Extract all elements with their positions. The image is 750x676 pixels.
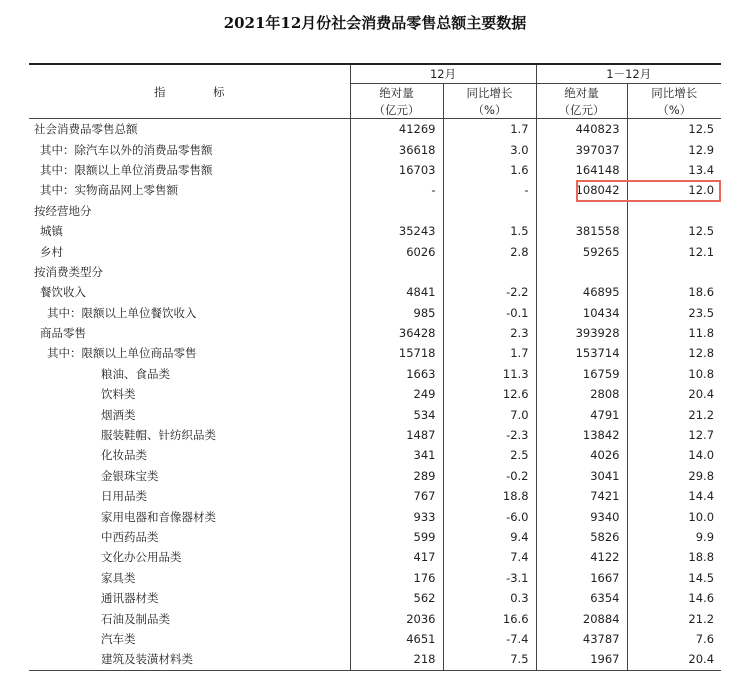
row-name: 中西药品类 xyxy=(101,530,159,544)
table-row xyxy=(29,221,721,241)
table-row xyxy=(29,343,721,363)
month-growth-cell: -0.1 xyxy=(443,303,536,323)
table-body xyxy=(29,119,721,671)
ytd-abs-cell: 46895 xyxy=(536,282,627,302)
ytd-abs-header: 绝对量 xyxy=(536,84,627,102)
indicator-header: 指 标 xyxy=(29,64,350,119)
month-abs-cell: 249 xyxy=(350,384,443,404)
ytd-abs-cell: 43787 xyxy=(536,629,627,649)
month-growth-cell: 9.4 xyxy=(443,527,536,547)
month-abs-cell: 2036 xyxy=(350,608,443,628)
table-row xyxy=(29,323,721,343)
month-abs-header: 绝对量 xyxy=(350,84,443,102)
ytd-abs-cell: 13842 xyxy=(536,425,627,445)
table-row xyxy=(29,282,721,302)
month-abs-cell xyxy=(350,262,443,282)
ytd-abs-cell: 6354 xyxy=(536,588,627,608)
table-row xyxy=(29,262,721,282)
ytd-growth-cell: 14.0 xyxy=(627,445,721,465)
month-abs-unit: （亿元） xyxy=(350,101,443,119)
month-growth-unit: （%） xyxy=(443,101,536,119)
month-abs-cell: 562 xyxy=(350,588,443,608)
table-row xyxy=(29,629,721,649)
ytd-growth-cell: 13.4 xyxy=(627,160,721,180)
table-row xyxy=(29,527,721,547)
month-abs-cell: 534 xyxy=(350,404,443,424)
month-growth-cell: 2.5 xyxy=(443,445,536,465)
month-growth-cell: 11.3 xyxy=(443,364,536,384)
ytd-growth-cell: 14.6 xyxy=(627,588,721,608)
row-name: 社会消费品零售总额 xyxy=(34,122,138,137)
month-growth-cell: - xyxy=(443,180,536,200)
month-growth-cell: 7.5 xyxy=(443,649,536,670)
ytd-abs-cell: 164148 xyxy=(536,160,627,180)
month-growth-cell xyxy=(443,201,536,221)
table-row xyxy=(29,608,721,628)
row-name: 商品零售 xyxy=(40,326,86,341)
row-name: 金银珠宝类 xyxy=(101,468,159,483)
ytd-abs-cell: 20884 xyxy=(536,608,627,628)
month-abs-cell: 6026 xyxy=(350,241,443,261)
month-growth-cell: 12.6 xyxy=(443,384,536,404)
ytd-abs-cell: 381558 xyxy=(536,221,627,241)
row-name: 石油及制品类 xyxy=(101,611,170,626)
month-abs-cell: 35243 xyxy=(350,221,443,241)
ytd-abs-cell: 10434 xyxy=(536,303,627,323)
row-name: 按消费类型分 xyxy=(34,264,103,279)
ytd-abs-cell: 397037 xyxy=(536,139,627,159)
month-abs-cell: 289 xyxy=(350,466,443,486)
ytd-growth-cell: 23.5 xyxy=(627,303,721,323)
row-name: 其中：限额以上单位商品零售 xyxy=(47,346,197,361)
ytd-abs-cell: 393928 xyxy=(536,323,627,343)
row-name: 汽车类 xyxy=(101,631,136,646)
month-abs-cell: - xyxy=(350,180,443,200)
month-abs-cell: 341 xyxy=(350,445,443,465)
row-name: 日用品类 xyxy=(101,489,147,504)
ytd-abs-cell: 4122 xyxy=(536,547,627,567)
ytd-abs-cell: 4791 xyxy=(536,404,627,424)
row-name: 按经营地分 xyxy=(34,203,92,218)
ytd-growth-cell: 18.8 xyxy=(627,547,721,567)
row-name: 其中：限额以上单位消费品零售额 xyxy=(40,162,213,177)
month-growth-cell: -6.0 xyxy=(443,506,536,526)
ytd-growth-cell xyxy=(627,201,721,221)
row-name: 饮料类 xyxy=(101,387,136,402)
ytd-growth-cell: 21.2 xyxy=(627,608,721,628)
month-growth-cell: 0.3 xyxy=(443,588,536,608)
row-name: 家具类 xyxy=(101,570,136,585)
ytd-growth-cell: 10.0 xyxy=(627,506,721,526)
month-abs-cell: 15718 xyxy=(350,343,443,363)
ytd-abs-cell xyxy=(536,262,627,282)
table-row xyxy=(29,241,721,261)
row-name: 通讯器材类 xyxy=(101,591,159,606)
table-row xyxy=(29,486,721,506)
month-abs-cell: 985 xyxy=(350,303,443,323)
ytd-abs-cell: 1967 xyxy=(536,649,627,670)
month-growth-cell: 3.0 xyxy=(443,139,536,159)
month-abs-cell xyxy=(350,201,443,221)
month-abs-cell: 417 xyxy=(350,547,443,567)
ytd-abs-cell: 9340 xyxy=(536,506,627,526)
row-name: 粮油、食品类 xyxy=(101,366,170,381)
ytd-growth-cell: 21.2 xyxy=(627,404,721,424)
month-group-header: 12月 xyxy=(350,64,536,84)
ytd-growth-cell: 12.5 xyxy=(627,221,721,241)
month-growth-cell: -0.2 xyxy=(443,466,536,486)
table-row xyxy=(29,139,721,159)
ytd-abs-cell: 7421 xyxy=(536,486,627,506)
month-growth-cell: -2.2 xyxy=(443,282,536,302)
month-abs-cell: 176 xyxy=(350,568,443,588)
month-growth-cell: 1.7 xyxy=(443,119,536,140)
ytd-growth-cell xyxy=(627,262,721,282)
month-growth-cell: 18.8 xyxy=(443,486,536,506)
row-name: 其中：除汽车以外的消费品零售额 xyxy=(40,142,213,157)
month-abs-cell: 36618 xyxy=(350,139,443,159)
ytd-abs-cell: 1667 xyxy=(536,568,627,588)
month-abs-cell: 1487 xyxy=(350,425,443,445)
ytd-growth-cell: 12.9 xyxy=(627,139,721,159)
ytd-abs-cell: 4026 xyxy=(536,445,627,465)
row-name: 化妆品类 xyxy=(101,448,147,463)
ytd-growth-cell: 9.9 xyxy=(627,527,721,547)
table-row xyxy=(29,404,721,424)
month-abs-cell: 41269 xyxy=(350,119,443,140)
ytd-abs-cell: 3041 xyxy=(536,466,627,486)
month-growth-cell: 7.4 xyxy=(443,547,536,567)
month-abs-cell: 599 xyxy=(350,527,443,547)
ytd-growth-cell: 7.6 xyxy=(627,629,721,649)
ytd-growth-cell: 18.6 xyxy=(627,282,721,302)
month-growth-cell: -3.1 xyxy=(443,568,536,588)
ytd-growth-cell: 10.8 xyxy=(627,364,721,384)
table-row xyxy=(29,466,721,486)
month-growth-header: 同比增长 xyxy=(443,84,536,102)
ytd-growth-cell: 12.0 xyxy=(627,180,721,200)
ytd-growth-cell: 11.8 xyxy=(627,323,721,343)
ytd-abs-cell xyxy=(536,201,627,221)
month-growth-cell: 2.3 xyxy=(443,323,536,343)
ytd-growth-cell: 12.7 xyxy=(627,425,721,445)
table-row xyxy=(29,425,721,445)
ytd-growth-cell: 20.4 xyxy=(627,384,721,404)
row-name: 餐饮收入 xyxy=(40,285,86,300)
ytd-abs-unit: （亿元） xyxy=(536,101,627,119)
row-name: 其中：实物商品网上零售额 xyxy=(40,183,178,198)
row-name: 城镇 xyxy=(40,224,63,239)
table-row xyxy=(29,160,721,180)
ytd-growth-header: 同比增长 xyxy=(627,84,721,102)
month-growth-cell: 16.6 xyxy=(443,608,536,628)
ytd-abs-cell: 2808 xyxy=(536,384,627,404)
month-growth-cell: -7.4 xyxy=(443,629,536,649)
row-name: 家用电器和音像器材类 xyxy=(101,509,216,524)
ytd-growth-cell: 20.4 xyxy=(627,649,721,670)
row-name: 乡村 xyxy=(40,244,63,259)
month-abs-cell: 1663 xyxy=(350,364,443,384)
row-name: 其中：限额以上单位餐饮收入 xyxy=(47,305,197,320)
month-abs-cell: 933 xyxy=(350,506,443,526)
ytd-growth-cell: 12.8 xyxy=(627,343,721,363)
ytd-growth-cell: 12.1 xyxy=(627,241,721,261)
month-abs-cell: 218 xyxy=(350,649,443,670)
table-row xyxy=(29,119,721,140)
month-growth-cell: 1.7 xyxy=(443,343,536,363)
row-name: 烟酒类 xyxy=(101,407,136,422)
table-row xyxy=(29,303,721,323)
month-abs-cell: 16703 xyxy=(350,160,443,180)
ytd-growth-unit: （%） xyxy=(627,101,721,119)
table-row xyxy=(29,547,721,567)
month-growth-cell: -2.3 xyxy=(443,425,536,445)
table-row xyxy=(29,180,721,200)
retail-sales-table xyxy=(29,63,721,671)
page-title: 2021年12月份社会消费品零售总额主要数据 xyxy=(223,14,527,32)
month-growth-cell: 7.0 xyxy=(443,404,536,424)
month-abs-cell: 4841 xyxy=(350,282,443,302)
month-abs-cell: 4651 xyxy=(350,629,443,649)
table-row xyxy=(29,445,721,465)
ytd-growth-cell: 12.5 xyxy=(627,119,721,140)
ytd-growth-cell: 29.8 xyxy=(627,466,721,486)
table-row xyxy=(29,384,721,404)
ytd-growth-cell: 14.5 xyxy=(627,568,721,588)
ytd-group-header: 1－12月 xyxy=(536,64,721,84)
row-name: 服装鞋帽、针纺织品类 xyxy=(101,428,216,443)
ytd-abs-cell: 153714 xyxy=(536,343,627,363)
month-abs-cell: 36428 xyxy=(350,323,443,343)
table-row xyxy=(29,364,721,384)
ytd-growth-cell: 14.4 xyxy=(627,486,721,506)
month-growth-cell: 1.6 xyxy=(443,160,536,180)
row-name: 文化办公用品类 xyxy=(101,550,182,565)
table-row xyxy=(29,588,721,608)
month-growth-cell: 2.8 xyxy=(443,241,536,261)
table-row xyxy=(29,649,721,670)
month-growth-cell xyxy=(443,262,536,282)
ytd-abs-cell: 59265 xyxy=(536,241,627,261)
ytd-abs-cell: 5826 xyxy=(536,527,627,547)
ytd-abs-cell: 16759 xyxy=(536,364,627,384)
table-row xyxy=(29,201,721,221)
month-abs-cell: 767 xyxy=(350,486,443,506)
table-row xyxy=(29,506,721,526)
ytd-abs-cell: 108042 xyxy=(536,180,627,200)
row-name: 建筑及装潢材料类 xyxy=(29,649,350,670)
month-growth-cell: 1.5 xyxy=(443,221,536,241)
table-row xyxy=(29,568,721,588)
ytd-abs-cell: 440823 xyxy=(536,119,627,140)
